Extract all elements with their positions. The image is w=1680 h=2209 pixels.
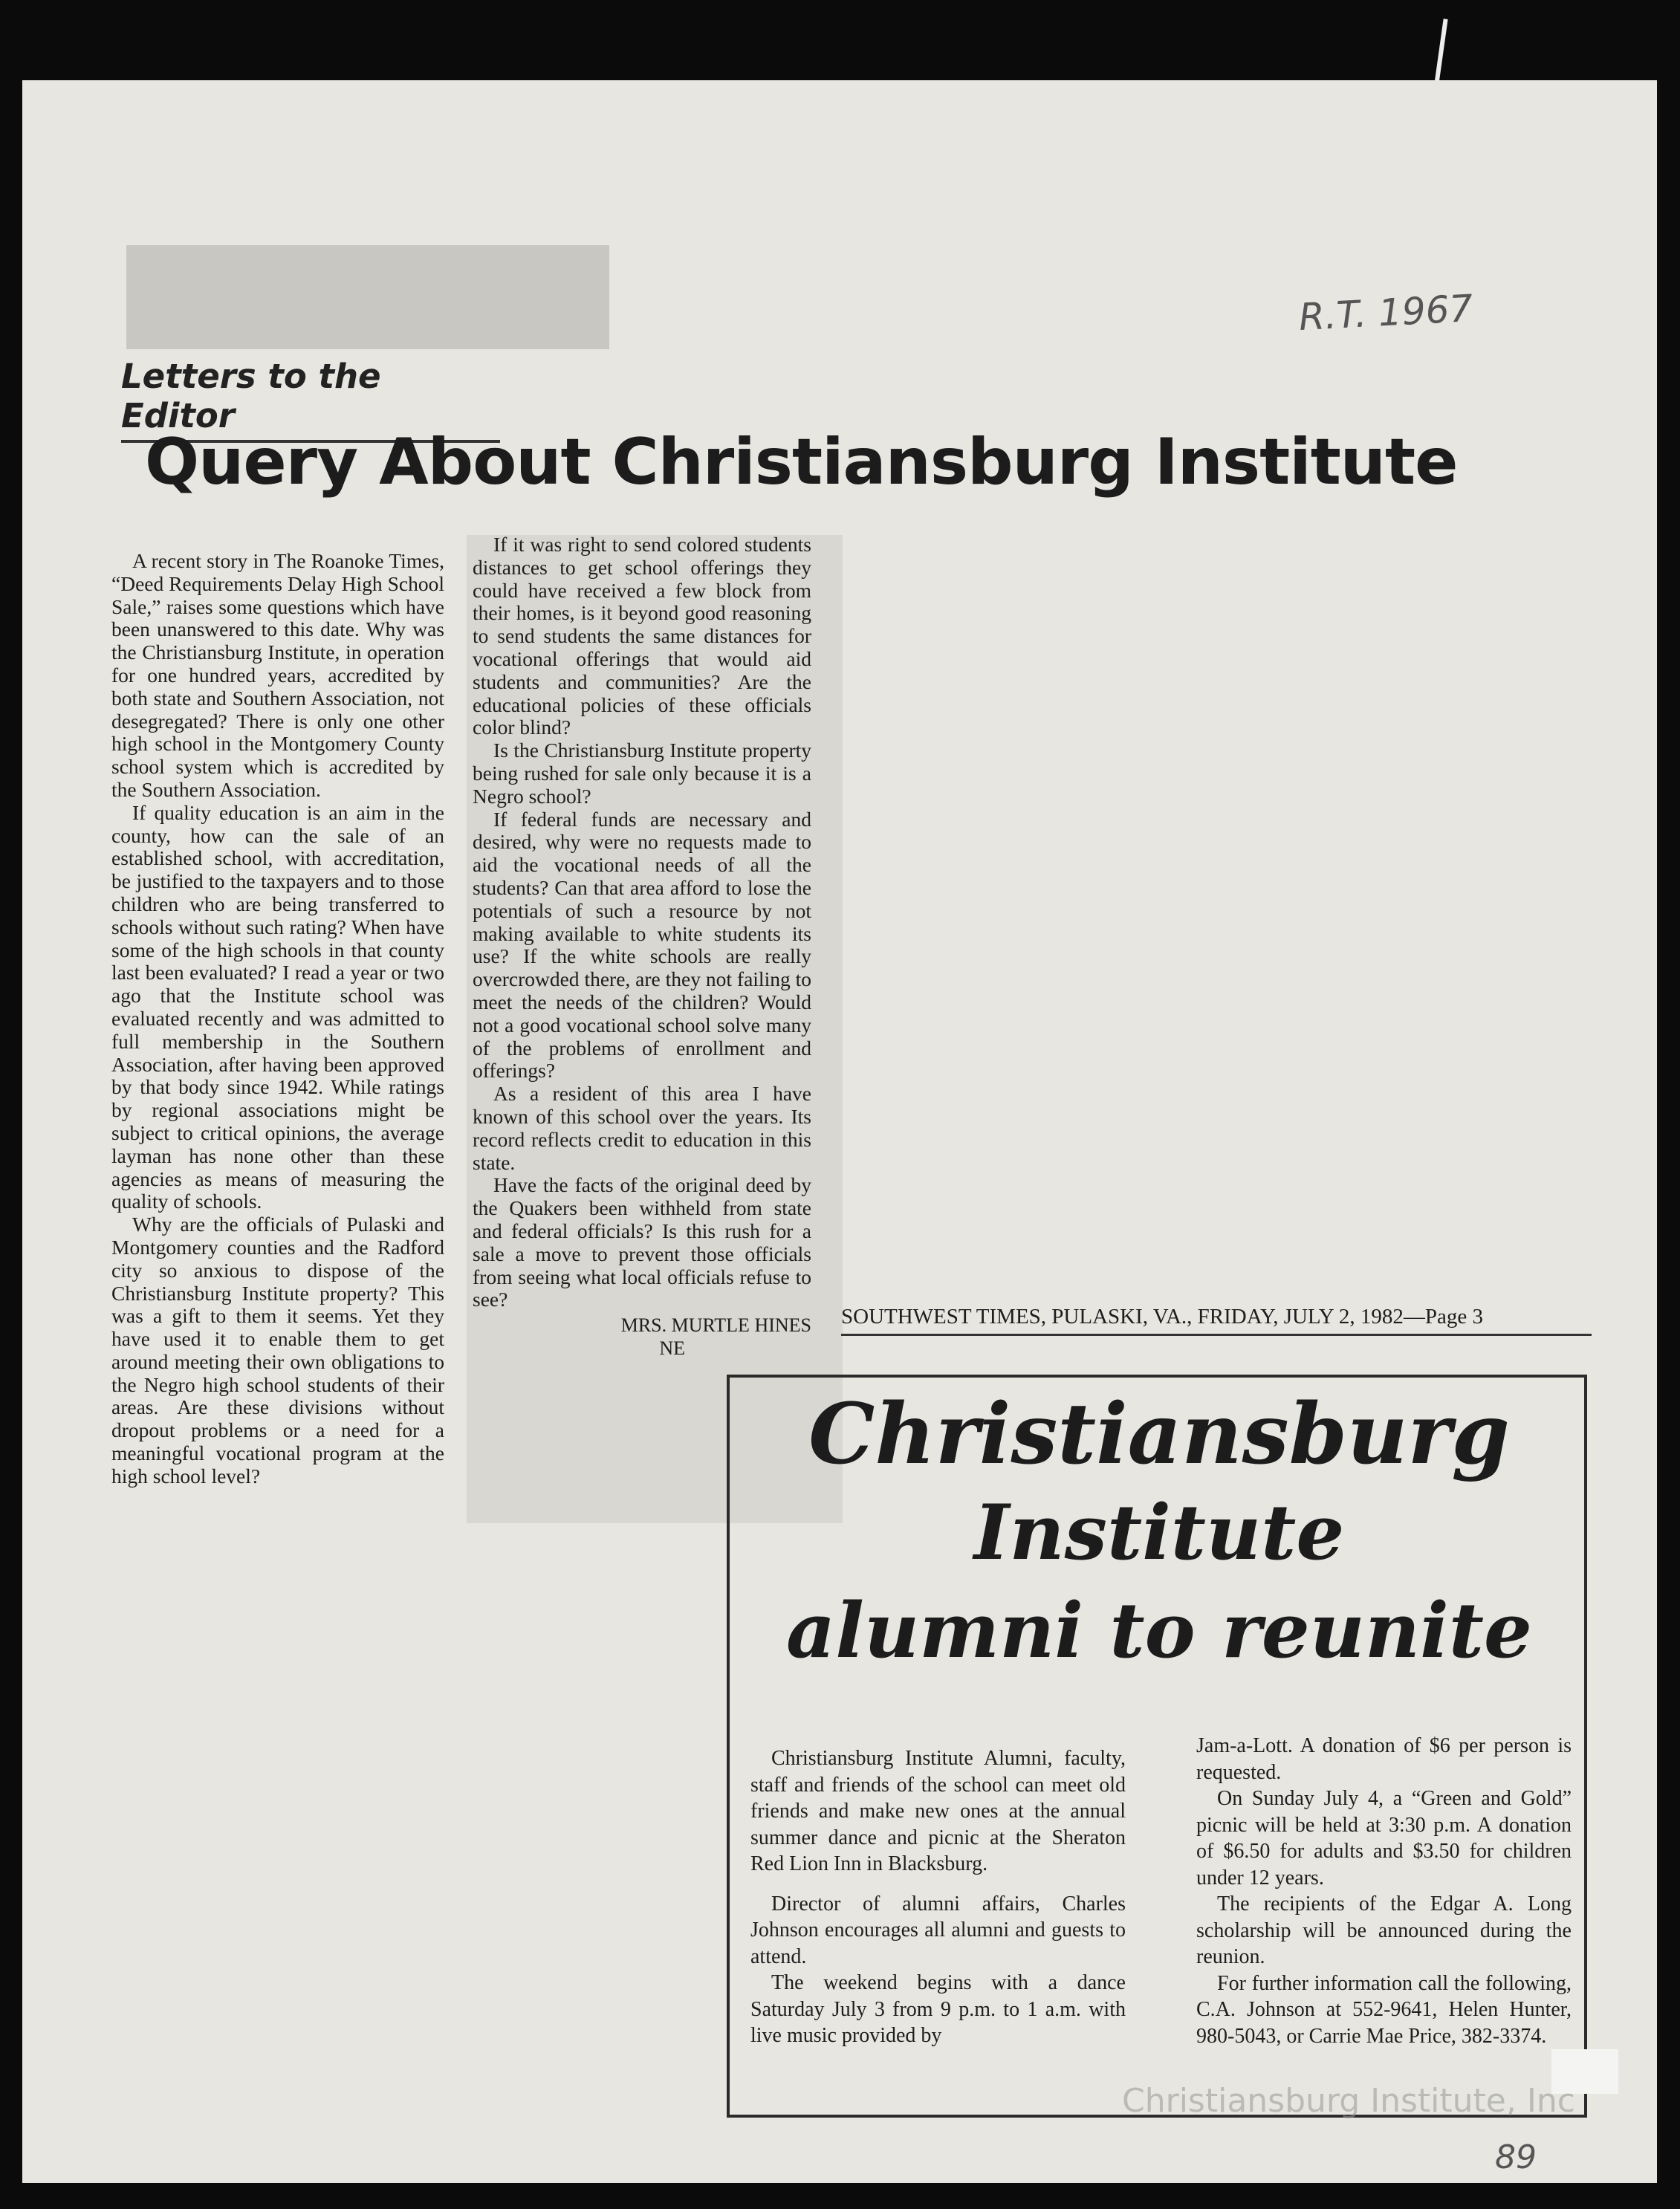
letter-paragraph: Have the facts of the original deed by the Quakers been withheld from state and federal officials? Is this rush for a sale a move to prevent those officials from seeing what local officials refuse to see? <box>473 1173 811 1311</box>
letter-signature-location: NE <box>659 1337 685 1359</box>
article-paragraph: Jam-a-Lott. A donation of $6 per person is requested. <box>1196 1734 1572 1784</box>
letter-paragraph: Why are the officials of Pulaski and Montgomery counties and the Radford city so anxious to dispose of the Christiansburg Institute property? This was a gift to them it seems. Yet they have used it to enable them to get around meeting their own obligations to the Negro high school students of their areas. Are these divisions without dropout problems or a need for a meaningful vocational program at the high school level? <box>111 1213 444 1488</box>
article-headline <box>743 1386 1575 1680</box>
article-paragraph: The weekend begins with a dance Saturday July 3 from 9 p.m. to 1 a.m. with live music provided by <box>750 1971 1126 2047</box>
article-headline-line-3: alumni to reunite <box>786 1586 1532 1676</box>
article-paragraph: Christiansburg Institute Alumni, faculty, staff and friends of the school can meet old friends and make new ones at the annual summer dance and picnic at the Sheraton Red Lion Inn in Blacksburg. <box>750 1747 1126 1875</box>
letters-kicker: Letters to the Editor <box>121 357 500 443</box>
article-headline-line-2: Institute <box>973 1488 1345 1577</box>
letter-column-2 <box>473 533 811 1360</box>
letter-column-1 <box>111 550 444 1488</box>
letter-paragraph: If it was right to send colored students distances to get school offerings they could have received a few block from their homes, is it beyond good reasoning to send students the same distances for vocational offerings that would aid students and communities? Are the educational policies of these officials color blind? <box>473 533 811 739</box>
letter-signature: MRS. MURTLE HINES <box>620 1314 811 1337</box>
article-column-1 <box>750 1745 1126 2049</box>
letter-paragraph: As a resident of this area I have known of this school over the years. Its record reflects credit to education in this state. <box>473 1082 811 1174</box>
letter-paragraph: If federal funds are necessary and desired, why were no requests made to aid the vocational needs of all the students? Can that area afford to lose the potentials of such a resource by not making available to white students its use? If the white schools are really overcrowded there, are they not failing to meet the needs of the children? Would not a good vocational school solve many of the problems of enrollment and offerings? <box>473 807 811 1083</box>
article-paragraph: On Sunday July 4, a “Green and Gold” picnic will be held at 3:30 p.m. A donation of $6.50 for adults and $3.50 for children under 12 years. <box>1196 1787 1572 1890</box>
handwritten-date-note: R.T. 1967 <box>1297 286 1474 340</box>
handwritten-page-number: 89 <box>1495 2138 1537 2176</box>
letter-headline: Query About Christiansburg Institute <box>145 425 1458 499</box>
newspaper-dateline: SOUTHWEST TIMES, PULASKI, VA., FRIDAY, JULY 2, 1982—Page 3 <box>841 1305 1592 1336</box>
article-headline-line-1: Christiansburg <box>808 1386 1510 1483</box>
letter-paragraph: A recent story in The Roanoke Times, “Deed Requirements Delay High School Sale,” raises some questions which have been unanswered to this date. Why was the Christiansburg Institute, in operation for one hundred years, accredited by both state and Southern Association, not desegregated? There is only one other high school in the Montgomery County school system which is accredited by the Southern Association. <box>111 549 444 801</box>
clipping-shadow-top <box>126 245 609 349</box>
article-paragraph: For further information call the following, C.A. Johnson at 552-9641, Helen Hunter, 980-5043, or Carrie Mae Price, 382-3374. <box>1196 1971 1572 2048</box>
article-paragraph: Director of alumni affairs, Charles Johnson encourages all alumni and guests to attend. <box>750 1892 1126 1968</box>
article-column-2 <box>1196 1733 1572 2049</box>
letter-paragraph: Is the Christiansburg Institute property being rushed for sale only because it is a Negro school? <box>473 739 811 808</box>
article-paragraph: The recipients of the Edgar A. Long scholarship will be announced during the reunion. <box>1196 1892 1572 1968</box>
letter-paragraph: If quality education is an aim in the county, how can the sale of an established school, with accreditation, be justified to the taxpayers and to those children who are being transferred to schools without such rating? When have some of the high schools in that county last been evaluated? I read a year or two ago that the Institute school was evaluated recently and was admitted to full membership in the Southern Association, after having been approved by that body since 1942. While ratings by regional associations might be subject to critical opinions, the average layman has none other than these agencies as means of measuring the quality of schools. <box>111 800 444 1213</box>
archive-watermark: Christiansburg Institute, Inc <box>1122 2082 1575 2120</box>
